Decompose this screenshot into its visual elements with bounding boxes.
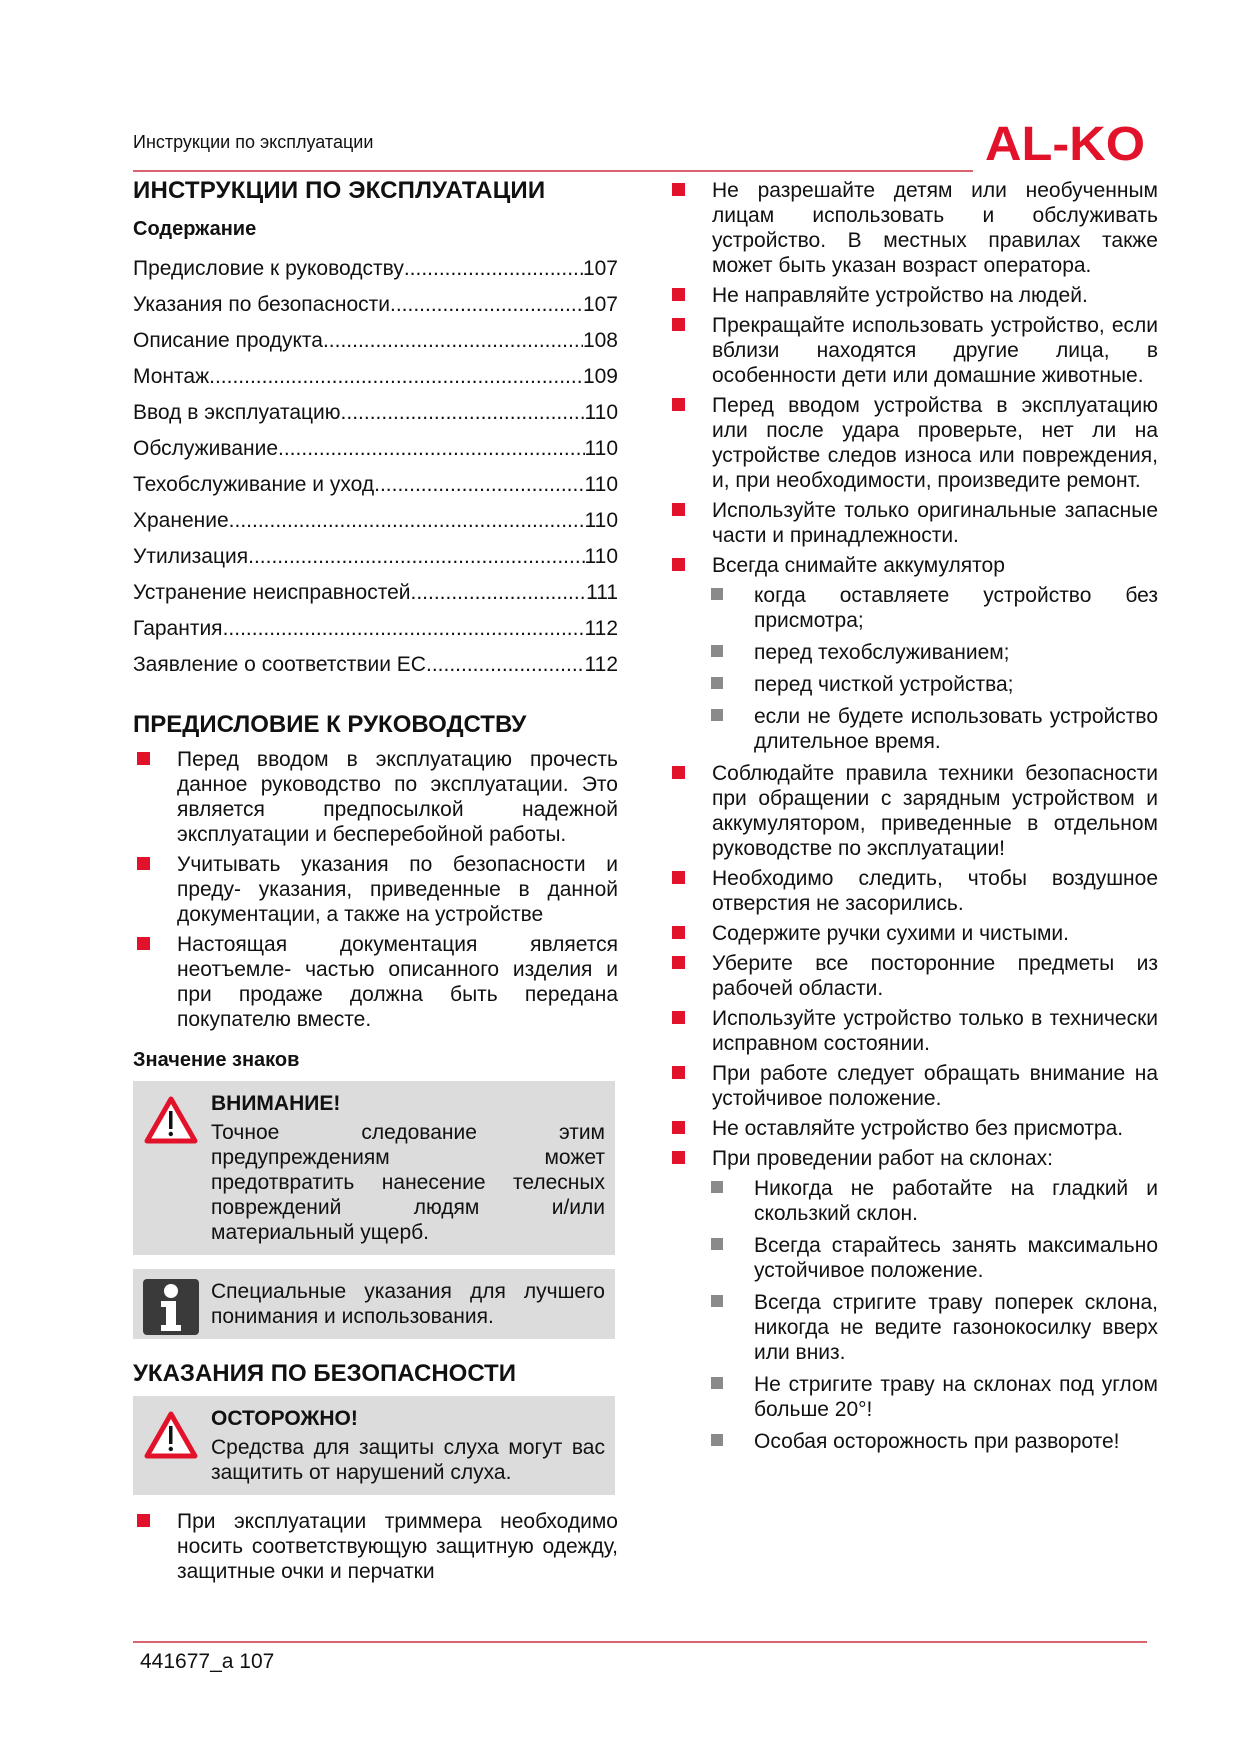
toc-leader-dots <box>404 256 583 281</box>
toc-entry-page: 107 <box>582 256 618 280</box>
list-item: Перед вводом в эксплуатацию прочесть данное руководство по эксплуатации. Это является предпосылкой надежной эксплуатации и бесперебойной работы. <box>133 747 618 847</box>
toc-entry[interactable] <box>133 286 618 322</box>
toc-leader-dots <box>278 436 585 461</box>
toc-entry-page: 109 <box>582 364 618 388</box>
safety-list <box>133 1509 618 1584</box>
battery-sublist <box>668 583 1158 754</box>
toc-entry-title: Описание продукта <box>133 328 323 352</box>
caution-text: Средства для защиты слуха могут вас защитить от нарушений слуха. <box>211 1436 605 1484</box>
toc-entry-title: Техобслуживание и уход <box>133 472 375 496</box>
toc-entry[interactable] <box>133 574 618 610</box>
left-column <box>133 178 618 1589</box>
toc-entry[interactable] <box>133 610 618 646</box>
list-item: Всегда стригите траву поперек склона, никогда не ведите газонокосилку вверх или вниз. <box>668 1290 1158 1365</box>
toc-entry[interactable] <box>133 502 618 538</box>
list-item: Не направляйте устройство на людей. <box>668 283 1158 308</box>
page-title: ИНСТРУКЦИИ ПО ЭКСПЛУАТАЦИИ <box>133 177 546 204</box>
list-item: При эксплуатации триммера необходимо носить соответствующую защитную одежду, защитные очки и перчатки <box>133 1509 618 1584</box>
info-box <box>133 1269 615 1339</box>
toc-entry-title: Устранение неисправностей <box>133 580 411 604</box>
list-item: Необходимо следить, чтобы воздушное отверстия не засорились. <box>668 866 1158 916</box>
slope-sublist <box>668 1176 1158 1454</box>
toc-entry-title: Гарантия <box>133 616 223 640</box>
toc-entry-page: 110 <box>584 544 618 568</box>
list-item: Прекращайте использовать устройство, если вблизи находятся другие лица, в особенности дети или домашние животные. <box>668 313 1158 388</box>
list-item: Используйте устройство только в технически исправном состоянии. <box>668 1006 1158 1056</box>
info-text: Специальные указания для лучшего понимания и использования. <box>211 1280 605 1328</box>
toc-entry-page: 111 <box>586 580 618 604</box>
safety-heading: УКАЗАНИЯ ПО БЕЗОПАСНОСТИ <box>133 1360 516 1387</box>
toc-entry-page: 108 <box>582 328 618 352</box>
toc-leader-dots <box>411 580 587 605</box>
toc-leader-dots <box>390 292 583 317</box>
warning-triangle-icon <box>143 1410 199 1460</box>
toc-entry-page: 112 <box>584 616 618 640</box>
toc-leader-dots <box>209 364 583 389</box>
toc-entry[interactable] <box>133 466 618 502</box>
list-item: Особая осторожность при развороте! <box>668 1429 1158 1454</box>
toc-entry-page: 110 <box>584 400 618 424</box>
list-item: При работе следует обращать внимание на устойчивое положение. <box>668 1061 1158 1111</box>
list-item: если не будете использовать устройство длительное время. <box>668 704 1158 754</box>
toc-entry-page: 107 <box>582 292 618 316</box>
footer-divider <box>133 1641 1147 1643</box>
toc-leader-dots <box>341 400 585 425</box>
toc-entry[interactable] <box>133 250 618 286</box>
toc-entry[interactable] <box>133 538 618 574</box>
preface-list <box>133 747 618 1032</box>
list-item: перед техобслуживанием; <box>668 640 1158 665</box>
list-item: Не разрешайте детям или необученным лицам использовать и обслуживать устройство. В местных правилах также может быть указан возраст оператора. <box>668 178 1158 278</box>
toc-title: Содержание <box>133 218 257 240</box>
svg-text:AL-KO: AL-KO <box>985 118 1145 164</box>
list-item: Не оставляйте устройство без присмотра. <box>668 1116 1158 1141</box>
list-item: Настоящая документация является неотъемле- частью описанного изделия и при продаже должна быть передана покупателю вместе. <box>133 932 618 1032</box>
list-item: Никогда не работайте на гладкий и скользкий склон. <box>668 1176 1158 1226</box>
signs-heading: Значение знаков <box>133 1049 300 1071</box>
warning-title: ВНИМАНИЕ! <box>211 1092 341 1115</box>
list-item: Не стригите траву на склонах под углом больше 20°! <box>668 1372 1158 1422</box>
header-title: Инструкции по эксплуатации <box>133 132 374 152</box>
list-item: перед чисткой устройства; <box>668 672 1158 697</box>
toc-leader-dots <box>229 508 585 533</box>
toc-entry-title: Хранение <box>133 508 229 532</box>
list-item: Содержите ручки сухими и чистыми. <box>668 921 1158 946</box>
preface-heading: ПРЕДИСЛОВИЕ К РУКОВОДСТВУ <box>133 711 527 738</box>
list-item: Соблюдайте правила техники безопасности при обращении с зарядным устройством и аккумулятором, приведенные в отдельном руководстве по эксплуатации! <box>668 761 1158 861</box>
safety-list-continued-2 <box>668 761 1158 1171</box>
toc-entry-page: 110 <box>584 436 618 460</box>
toc-entry[interactable] <box>133 430 618 466</box>
list-item: Уберите все посторонние предметы из рабочей области. <box>668 951 1158 1001</box>
list-item: Всегда снимайте аккумулятор <box>668 553 1158 578</box>
caution-title: ОСТОРОЖНО! <box>211 1407 358 1430</box>
toc-entry-title: Заявление о соответствии ЕС <box>133 652 426 676</box>
safety-list-continued <box>668 178 1158 578</box>
warning-triangle-icon <box>143 1095 199 1145</box>
toc-entry[interactable] <box>133 646 618 682</box>
toc-entry[interactable] <box>133 322 618 358</box>
list-item: Используйте только оригинальные запасные части и принадлежности. <box>668 498 1158 548</box>
warning-box <box>133 1081 615 1255</box>
alko-logo <box>985 118 1145 164</box>
toc-entry-title: Утилизация <box>133 544 249 568</box>
toc-entry-page: 110 <box>584 508 618 532</box>
toc-entry-title: Предисловие к руководству <box>133 256 404 280</box>
caution-box <box>133 1396 615 1495</box>
toc-entry-title: Обслуживание <box>133 436 279 460</box>
list-item: Перед вводом устройства в эксплуатацию или после удара проверьте, нет ли на устройстве следов износа или повреждения, и, при необходимости, произведите ремонт. <box>668 393 1158 493</box>
toc-entry-title: Ввод в эксплуатацию <box>133 400 341 424</box>
list-item: когда оставляете устройство без присмотра; <box>668 583 1158 633</box>
right-column <box>668 178 1158 1461</box>
toc-entry-title: Указания по безопасности <box>133 292 390 316</box>
table-of-contents <box>133 250 618 682</box>
toc-entry-title: Монтаж <box>133 364 210 388</box>
toc-entry-page: 110 <box>584 472 618 496</box>
info-icon <box>143 1279 199 1335</box>
toc-entry[interactable] <box>133 358 618 394</box>
toc-entry-page: 112 <box>584 652 618 676</box>
toc-leader-dots <box>223 616 585 641</box>
header-divider <box>133 170 973 172</box>
toc-leader-dots <box>426 652 585 677</box>
list-item: Учитывать указания по безопасности и преду- указания, приведенные в данной документации, а также на устройстве <box>133 852 618 927</box>
toc-leader-dots <box>323 328 583 353</box>
toc-entry[interactable] <box>133 394 618 430</box>
list-item: Всегда старайтесь занять максимально устойчивое положение. <box>668 1233 1158 1283</box>
warning-text: Точное следование этим предупреждениям может предотвратить нанесение телесных повреждений людям и/или материальный ущерб. <box>211 1121 605 1244</box>
toc-leader-dots <box>374 472 584 497</box>
toc-leader-dots <box>248 544 584 569</box>
footer-page-number: 441677_a 107 <box>140 1650 275 1673</box>
list-item: При проведении работ на склонах: <box>668 1146 1158 1171</box>
